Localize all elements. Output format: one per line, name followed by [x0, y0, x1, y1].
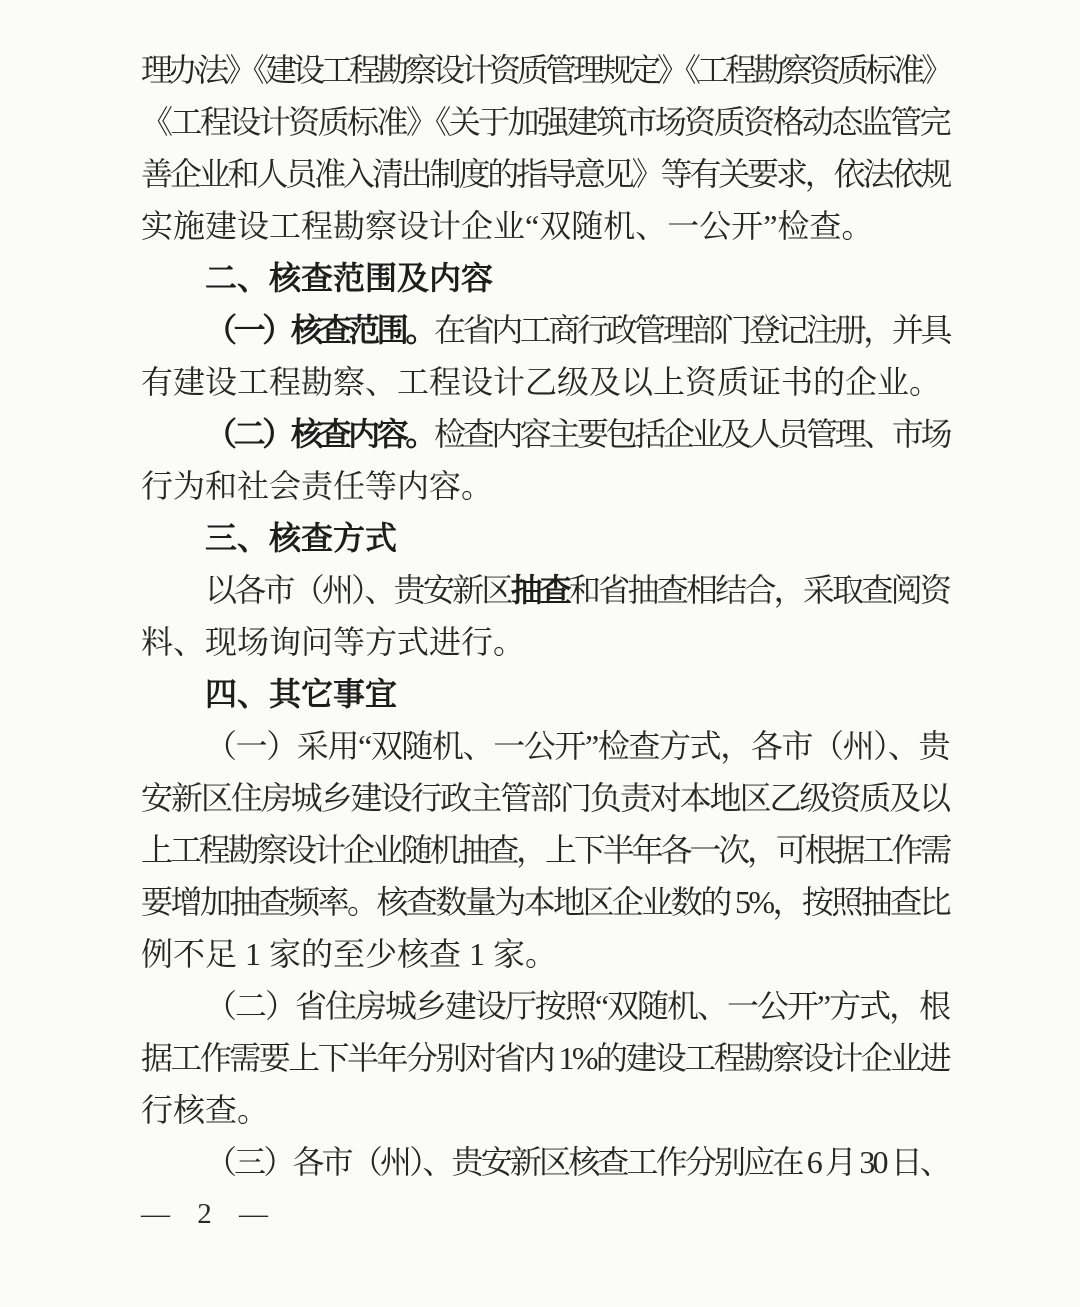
text-segment: （三）各市（州）、贵安新区核查工作分别应在 6 月 30 日、 — [205, 1144, 949, 1180]
text-segment: 行核查。 — [141, 1092, 270, 1128]
text-segment: 二、核查范围及内容 — [205, 260, 494, 296]
text-segment: 善企业和人员准入清出制度的指导意见》等有关要求，依法依规 — [141, 156, 949, 192]
text-line — [141, 824, 949, 876]
text-segment: （一）采用“双随机、一公开”检查方式，各市（州）、贵 — [205, 728, 949, 764]
text-line — [141, 200, 949, 252]
text-segment: 有建设工程勘察、工程设计乙级及以上资质证书的企业。 — [141, 364, 942, 400]
text-line — [141, 772, 949, 824]
text-line — [141, 616, 949, 668]
text-line — [141, 304, 949, 356]
text-segment: 上工程勘察设计企业随机抽查，上下半年各一次，可根据工作需 — [141, 832, 949, 868]
text-line — [141, 1084, 949, 1136]
page-number: — 2 — — [141, 1198, 270, 1230]
section-heading — [141, 252, 949, 304]
text-segment: 理办法》《建设工程勘察设计资质管理规定》《工程勘察资质标准》 — [141, 52, 949, 88]
text-segment: （二）核查内容。 — [205, 416, 434, 452]
text-segment: 以各市（州）、贵安新区 — [205, 572, 511, 608]
text-line — [141, 564, 949, 616]
text-segment: 抽查 — [510, 572, 570, 608]
section-heading — [141, 512, 949, 564]
text-segment: （一）核查范围。 — [205, 312, 434, 348]
text-segment: 实施建设工程勘察设计企业“双随机、一公开”检查。 — [141, 208, 874, 244]
text-line — [141, 876, 949, 928]
text-segment: 三、核查方式 — [205, 520, 398, 556]
text-line — [141, 408, 949, 460]
text-line — [141, 980, 949, 1032]
text-segment: 行为和社会责任等内容。 — [141, 468, 494, 504]
text-segment: 料、现场询问等方式进行。 — [141, 624, 526, 660]
document-body — [141, 44, 949, 1188]
text-line — [141, 1136, 949, 1188]
text-line — [141, 460, 949, 512]
text-line — [141, 44, 949, 96]
text-segment: 据工作需要上下半年分别对省内 1%的建设工程勘察设计企业进 — [141, 1040, 949, 1076]
text-line — [141, 356, 949, 408]
text-segment: 安新区住房城乡建设行政主管部门负责对本地区乙级资质及以 — [141, 780, 949, 816]
text-segment: 四、其它事宜 — [205, 676, 398, 712]
text-segment: 检查内容主要包括企业及人员管理、市场 — [433, 416, 949, 452]
text-line — [141, 928, 949, 980]
text-segment: 《工程设计资质标准》《关于加强建筑市场资质资格动态监管完 — [141, 104, 949, 140]
text-line — [141, 1032, 949, 1084]
text-segment: 在省内工商行政管理部门登记注册，并具 — [433, 312, 949, 348]
text-segment: （二）省住房城乡建设厅按照“双随机、一公开”方式，根 — [205, 988, 949, 1024]
text-segment: 例不足 1 家的至少核查 1 家。 — [141, 936, 558, 972]
text-segment: 和省抽查相结合，采取查阅资 — [569, 572, 949, 608]
section-heading — [141, 668, 949, 720]
text-line — [141, 96, 949, 148]
text-segment: 要增加抽查频率。核查数量为本地区企业数的 5%，按照抽查比 — [141, 884, 949, 920]
text-line — [141, 720, 949, 772]
text-line — [141, 148, 949, 200]
